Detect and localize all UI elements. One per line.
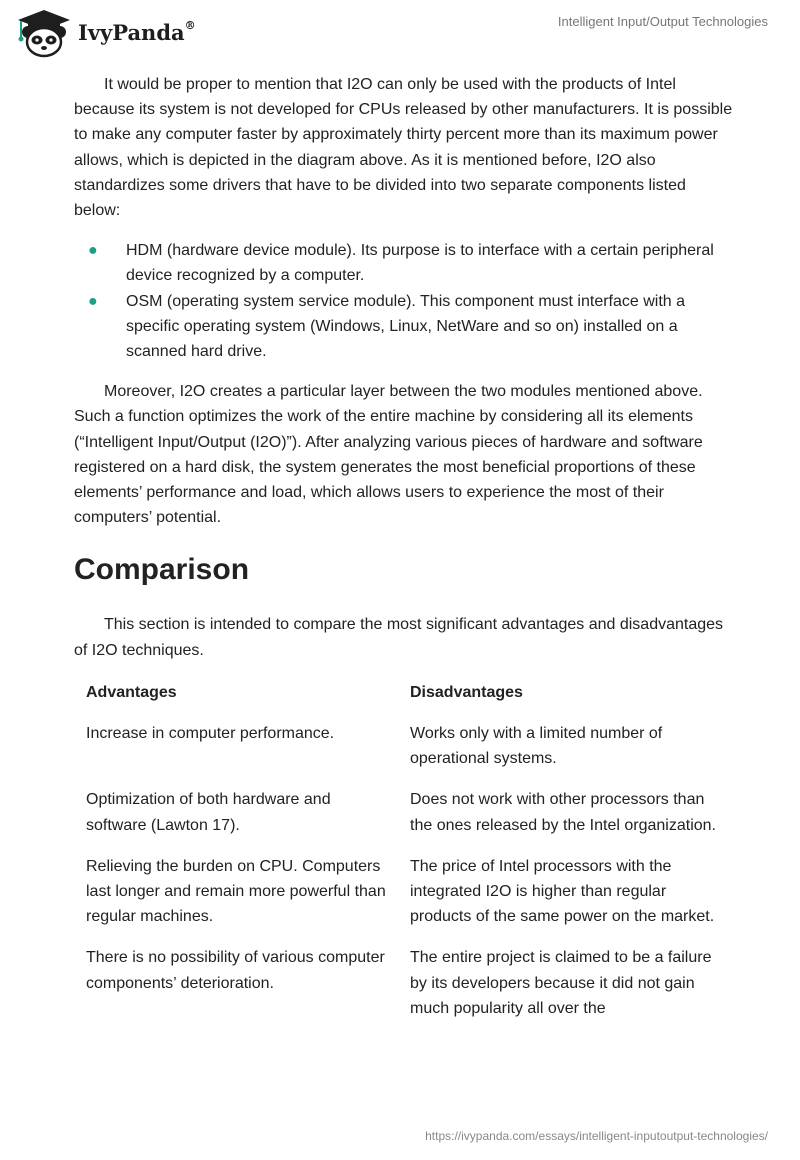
advantage-cell: Optimization of both hardware and software (Lawton 17). xyxy=(86,791,331,834)
registered-mark: ® xyxy=(184,18,196,32)
section-heading: Comparison xyxy=(74,553,250,587)
brand-name: IvyPanda® xyxy=(78,18,196,45)
table-header-row xyxy=(74,680,734,721)
advantage-cell: Relieving the burden on CPU. Computers last longer and remain more powerful than regular machines. xyxy=(86,857,386,926)
source-url[interactable]: https://ivypanda.com/essays/intelligent-inputoutput-technologies/ xyxy=(425,1129,768,1143)
essay-content xyxy=(74,72,734,1037)
comparison-table xyxy=(74,680,734,1037)
bullet-dot-icon: ● xyxy=(88,242,98,260)
disadvantage-cell: The price of Intel processors with the integrated I2O is higher than regular products of the same power on the market. xyxy=(410,857,715,926)
paragraph-comparison-intro: This section is intended to compare the most significant advantages and disadvantages of I2O techniques. xyxy=(74,616,724,659)
disadvantage-cell: Works only with a limited number of operational systems. xyxy=(410,725,663,768)
bullet-dot-icon: ● xyxy=(88,292,98,310)
table-row xyxy=(74,854,734,946)
list-item xyxy=(74,289,734,365)
disadvantage-cell: The entire project is claimed to be a failure by its developers because it did not gain much popularity all over the xyxy=(410,949,712,1017)
table-row xyxy=(74,787,734,853)
document-title: Intelligent Input/Output Technologies xyxy=(557,14,768,29)
column-header-advantages: Advantages xyxy=(86,683,177,701)
panda-graduate-logo-icon xyxy=(16,8,72,58)
paragraph-layer: Moreover, I2O creates a particular layer between the two modules mentioned above. Such a function optimizes the work of the entire machine by considering all its elements (“Intelligent Input/Output (I2O)”). After analyzing various pieces of hardware and software registered on a hard disk, the system generates the most beneficial proportions of these elements’ performance and load, which allows users to experience the most of their computers’ potential. xyxy=(74,383,703,527)
list-item-text: HDM (hardware device module). Its purpose is to interface with a certain peripheral device recognized by a computer. xyxy=(126,242,714,285)
list-item xyxy=(74,238,734,288)
brand-logo[interactable] xyxy=(16,8,196,58)
list-item-text: OSM (operating system service module). This component must interface with a specific operating system (Windows, Linux, NetWare and so on) installed on a scanned hard drive. xyxy=(126,292,686,361)
advantage-cell: There is no possibility of various computer components’ deterioration. xyxy=(86,949,385,992)
column-header-disadvantages: Disadvantages xyxy=(410,683,523,701)
disadvantage-cell: Does not work with other processors than the ones released by the Intel organization. xyxy=(410,791,716,834)
table-row xyxy=(74,721,734,787)
driver-components-list xyxy=(74,238,734,364)
paragraph-intel-compatibility: It would be proper to mention that I2O can only be used with the products of Intel because its system is not developed for CPUs released by other manufacturers. It is possible to make any computer faster by approximately thirty percent more than its maximum power allows, which is depicted in the diagram above. As it is mentioned before, I2O also standardizes some drivers that have to be divided into two separate components listed below: xyxy=(74,76,733,220)
table-row xyxy=(74,945,734,1037)
advantage-cell: Increase in computer performance. xyxy=(86,725,335,743)
page-header xyxy=(0,0,800,66)
